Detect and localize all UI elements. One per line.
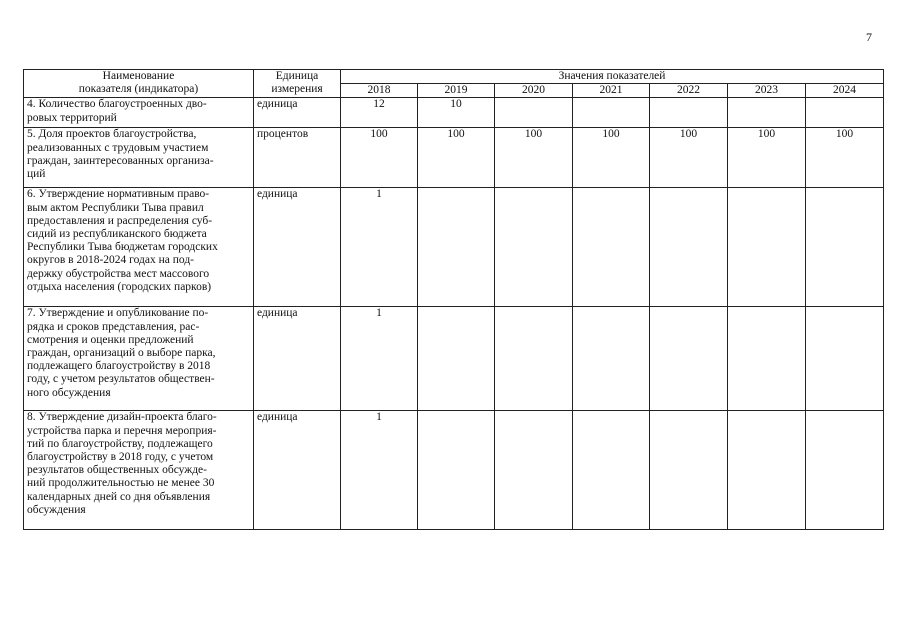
indicator-value: [806, 98, 884, 128]
indicator-value: 12: [341, 98, 418, 128]
indicator-value: [728, 307, 806, 411]
indicator-unit: единица: [254, 411, 341, 530]
indicator-value: 100: [573, 128, 650, 188]
header-year: 2023: [728, 84, 806, 98]
indicator-value: 1: [341, 188, 418, 307]
indicator-value: [495, 411, 573, 530]
indicator-value: 1: [341, 307, 418, 411]
indicator-value: [573, 98, 650, 128]
indicators-table: [23, 69, 884, 530]
header-indicator-values: Значения показателей: [341, 70, 884, 84]
indicator-value: [650, 188, 728, 307]
indicator-value: 100: [728, 128, 806, 188]
indicator-value: [495, 98, 573, 128]
table-row: [24, 98, 884, 128]
indicator-value: [806, 188, 884, 307]
indicator-value: 100: [650, 128, 728, 188]
indicator-value: 1: [341, 411, 418, 530]
indicator-value: 100: [418, 128, 495, 188]
indicator-value: [495, 307, 573, 411]
indicator-value: [418, 411, 495, 530]
indicator-value: [650, 307, 728, 411]
indicator-value: [495, 188, 573, 307]
header-year: 2021: [573, 84, 650, 98]
indicator-value: [650, 411, 728, 530]
indicator-value: [418, 307, 495, 411]
indicator-unit: единица: [254, 98, 341, 128]
indicator-value: 100: [495, 128, 573, 188]
indicator-unit: единица: [254, 188, 341, 307]
indicator-value: [728, 98, 806, 128]
indicator-value: [728, 411, 806, 530]
indicator-value: [806, 307, 884, 411]
indicator-name: 4. Количество благоустроенных дво- ровых территорий: [24, 98, 254, 128]
indicator-value: [573, 411, 650, 530]
indicator-name: 6. Утверждение нормативным право- вым актом Республики Тыва правил предоставления и распределения суб- сидий из республиканского бюджета Республики Тыва бюджетам городских округов в 2018-2024 годах на под- держку обустройства мест массового отдыха населения (городских парков): [24, 188, 254, 307]
indicator-value: [728, 188, 806, 307]
indicator-value: [418, 188, 495, 307]
indicator-name: 7. Утверждение и опубликование по- рядка и сроков представления, рас- смотрения и оценки предложений граждан, организаций о выборе парка, подлежащего благоустройству в 2018 году, с учетом результатов обществен- ного обсуждения: [24, 307, 254, 411]
table-row: [24, 128, 884, 188]
indicator-value: [650, 98, 728, 128]
indicator-value: 100: [341, 128, 418, 188]
page-number: 7: [866, 30, 872, 44]
indicator-name: 8. Утверждение дизайн-проекта благо- устройства парка и перечня мероприя- тий по благоустройству, подлежащего благоустройству в 2018 году, с учетом результатов общественных обсужде- ний продолжительностью не менее 30 календарных дней со дня объявления обсуждения: [24, 411, 254, 530]
indicator-value: [573, 307, 650, 411]
indicator-unit: единица: [254, 307, 341, 411]
table-row: [24, 188, 884, 307]
header-year: 2020: [495, 84, 573, 98]
table-row: [24, 307, 884, 411]
table-row: [24, 411, 884, 530]
indicator-value: [806, 411, 884, 530]
header-year: 2022: [650, 84, 728, 98]
indicator-unit: процентов: [254, 128, 341, 188]
indicator-value: 10: [418, 98, 495, 128]
header-unit: Единица измерения: [254, 70, 341, 98]
header-indicator-name: Наименование показателя (индикатора): [24, 70, 254, 98]
indicator-name: 5. Доля проектов благоустройства, реализованных с трудовым участием граждан, заинтересованных организа- ций: [24, 128, 254, 188]
indicator-value: [573, 188, 650, 307]
header-year: 2024: [806, 84, 884, 98]
header-year: 2019: [418, 84, 495, 98]
header-year: 2018: [341, 84, 418, 98]
indicator-value: 100: [806, 128, 884, 188]
